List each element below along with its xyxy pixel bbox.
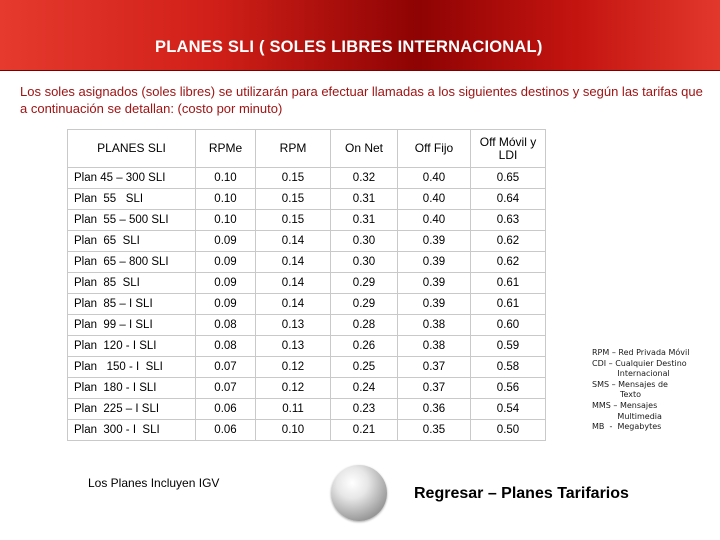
rpm-rate-cell: 0.10 bbox=[256, 420, 331, 441]
rpme-rate-cell: 0.08 bbox=[196, 315, 256, 336]
legend-entry: SMS – Mensajes de bbox=[592, 379, 668, 389]
rpme-rate-cell: 0.09 bbox=[196, 252, 256, 273]
off-fijo-rate-cell: 0.40 bbox=[398, 168, 471, 189]
off-movil-ldi-rate-cell: 0.59 bbox=[471, 336, 546, 357]
legend-entry: MB - Megabytes bbox=[592, 422, 662, 432]
table-row bbox=[68, 336, 546, 357]
table-row bbox=[68, 252, 546, 273]
plan-name-cell: Plan 85 SLI bbox=[68, 273, 196, 294]
legend-entry: RPM – Red Privada Móvil bbox=[592, 348, 690, 357]
table-row bbox=[68, 315, 546, 336]
table-row bbox=[68, 294, 546, 315]
off-fijo-rate-cell: 0.35 bbox=[398, 420, 471, 441]
plan-name-cell: Plan 180 - I SLI bbox=[68, 378, 196, 399]
back-bubble-icon[interactable] bbox=[331, 465, 387, 521]
table-header-row bbox=[68, 130, 546, 168]
rpme-rate-cell: 0.10 bbox=[196, 168, 256, 189]
on-net-rate-cell: 0.23 bbox=[331, 399, 398, 420]
off-fijo-rate-cell: 0.40 bbox=[398, 210, 471, 231]
rpm-rate-cell: 0.13 bbox=[256, 336, 331, 357]
table-row bbox=[68, 168, 546, 189]
off-fijo-rate-cell: 0.40 bbox=[398, 189, 471, 210]
off-movil-ldi-rate-cell: 0.61 bbox=[471, 273, 546, 294]
rpme-rate-cell: 0.09 bbox=[196, 294, 256, 315]
rpm-rate-cell: 0.15 bbox=[256, 210, 331, 231]
table-row bbox=[68, 357, 546, 378]
column-header-on-net: On Net bbox=[331, 130, 398, 168]
rpme-rate-cell: 0.09 bbox=[196, 273, 256, 294]
rpme-rate-cell: 0.07 bbox=[196, 378, 256, 399]
rpm-rate-cell: 0.14 bbox=[256, 231, 331, 252]
column-header-off-fijo: Off Fijo bbox=[398, 130, 471, 168]
header-divider bbox=[0, 70, 720, 71]
on-net-rate-cell: 0.28 bbox=[331, 315, 398, 336]
off-movil-ldi-rate-cell: 0.54 bbox=[471, 399, 546, 420]
rpme-rate-cell: 0.06 bbox=[196, 399, 256, 420]
table-row bbox=[68, 273, 546, 294]
plan-name-cell: Plan 45 – 300 SLI bbox=[68, 168, 196, 189]
on-net-rate-cell: 0.25 bbox=[331, 357, 398, 378]
rpm-rate-cell: 0.14 bbox=[256, 294, 331, 315]
page-title: PLANES SLI ( SOLES LIBRES INTERNACIONAL) bbox=[155, 38, 543, 56]
legend-entry: Texto bbox=[592, 390, 642, 400]
plan-name-cell: Plan 150 - I SLI bbox=[68, 357, 196, 378]
rpm-rate-cell: 0.14 bbox=[256, 273, 331, 294]
table-row bbox=[68, 420, 546, 441]
on-net-rate-cell: 0.26 bbox=[331, 336, 398, 357]
rpm-rate-cell: 0.11 bbox=[256, 399, 331, 420]
table-row bbox=[68, 231, 546, 252]
legend-entry: MMS – Mensajes bbox=[592, 400, 658, 410]
rpm-rate-cell: 0.15 bbox=[256, 189, 331, 210]
plan-name-cell: Plan 65 SLI bbox=[68, 231, 196, 252]
off-fijo-rate-cell: 0.37 bbox=[398, 357, 471, 378]
column-header-rpm: RPM bbox=[256, 130, 331, 168]
intro-text: Los soles asignados (soles libres) se utilizarán para efectuar llamadas a los siguientes destinos y según las tarifas que a continuación se detallan: (costo por minuto) bbox=[20, 84, 703, 116]
off-movil-ldi-rate-cell: 0.50 bbox=[471, 420, 546, 441]
column-header-rpme: RPMe bbox=[196, 130, 256, 168]
off-fijo-rate-cell: 0.37 bbox=[398, 378, 471, 399]
rpme-rate-cell: 0.07 bbox=[196, 357, 256, 378]
back-to-plans-link[interactable]: Regresar – Planes Tarifarios bbox=[414, 485, 629, 502]
column-header-plans: PLANES SLI bbox=[68, 130, 196, 168]
off-movil-ldi-rate-cell: 0.62 bbox=[471, 252, 546, 273]
on-net-rate-cell: 0.24 bbox=[331, 378, 398, 399]
rpm-rate-cell: 0.13 bbox=[256, 315, 331, 336]
on-net-rate-cell: 0.31 bbox=[331, 210, 398, 231]
on-net-rate-cell: 0.29 bbox=[331, 273, 398, 294]
off-fijo-rate-cell: 0.38 bbox=[398, 315, 471, 336]
column-header-off-movil-ldi: Off Móvil y LDI bbox=[471, 130, 546, 168]
off-fijo-rate-cell: 0.38 bbox=[398, 336, 471, 357]
plan-name-cell: Plan 55 – 500 SLI bbox=[68, 210, 196, 231]
plan-name-cell: Plan 85 – I SLI bbox=[68, 294, 196, 315]
on-net-rate-cell: 0.29 bbox=[331, 294, 398, 315]
igv-note: Los Planes Incluyen IGV bbox=[88, 476, 220, 490]
off-movil-ldi-rate-cell: 0.63 bbox=[471, 210, 546, 231]
on-net-rate-cell: 0.31 bbox=[331, 189, 398, 210]
header-banner bbox=[0, 0, 720, 70]
rates-table bbox=[67, 129, 546, 441]
legend-entry: Internacional bbox=[592, 369, 670, 379]
off-movil-ldi-rate-cell: 0.65 bbox=[471, 168, 546, 189]
off-movil-ldi-rate-cell: 0.60 bbox=[471, 315, 546, 336]
plan-name-cell: Plan 120 - I SLI bbox=[68, 336, 196, 357]
off-movil-ldi-rate-cell: 0.64 bbox=[471, 189, 546, 210]
off-movil-ldi-rate-cell: 0.58 bbox=[471, 357, 546, 378]
on-net-rate-cell: 0.32 bbox=[331, 168, 398, 189]
off-fijo-rate-cell: 0.39 bbox=[398, 231, 471, 252]
legend-entry: CDI – Cualquier Destino bbox=[592, 358, 687, 368]
rpme-rate-cell: 0.10 bbox=[196, 210, 256, 231]
table-row bbox=[68, 399, 546, 420]
off-fijo-rate-cell: 0.39 bbox=[398, 252, 471, 273]
rpm-rate-cell: 0.12 bbox=[256, 357, 331, 378]
off-fijo-rate-cell: 0.39 bbox=[398, 294, 471, 315]
off-movil-ldi-rate-cell: 0.62 bbox=[471, 231, 546, 252]
off-fijo-rate-cell: 0.36 bbox=[398, 399, 471, 420]
rpm-rate-cell: 0.12 bbox=[256, 378, 331, 399]
off-movil-ldi-rate-cell: 0.56 bbox=[471, 378, 546, 399]
plan-name-cell: Plan 225 – I SLI bbox=[68, 399, 196, 420]
rpme-rate-cell: 0.10 bbox=[196, 189, 256, 210]
table-row bbox=[68, 210, 546, 231]
rpm-rate-cell: 0.15 bbox=[256, 168, 331, 189]
off-movil-ldi-rate-cell: 0.61 bbox=[471, 294, 546, 315]
plan-name-cell: Plan 300 - I SLI bbox=[68, 420, 196, 441]
on-net-rate-cell: 0.30 bbox=[331, 252, 398, 273]
plan-name-cell: Plan 65 – 800 SLI bbox=[68, 252, 196, 273]
legend-entry: Multimedia bbox=[592, 411, 662, 421]
table-row bbox=[68, 378, 546, 399]
table-row bbox=[68, 189, 546, 210]
rates-table-body bbox=[68, 168, 546, 441]
abbreviation-legend bbox=[592, 348, 720, 433]
on-net-rate-cell: 0.21 bbox=[331, 420, 398, 441]
rpm-rate-cell: 0.14 bbox=[256, 252, 331, 273]
plan-name-cell: Plan 99 – I SLI bbox=[68, 315, 196, 336]
rpme-rate-cell: 0.09 bbox=[196, 231, 256, 252]
on-net-rate-cell: 0.30 bbox=[331, 231, 398, 252]
rpme-rate-cell: 0.06 bbox=[196, 420, 256, 441]
off-fijo-rate-cell: 0.39 bbox=[398, 273, 471, 294]
rpme-rate-cell: 0.08 bbox=[196, 336, 256, 357]
plan-name-cell: Plan 55 SLI bbox=[68, 189, 196, 210]
